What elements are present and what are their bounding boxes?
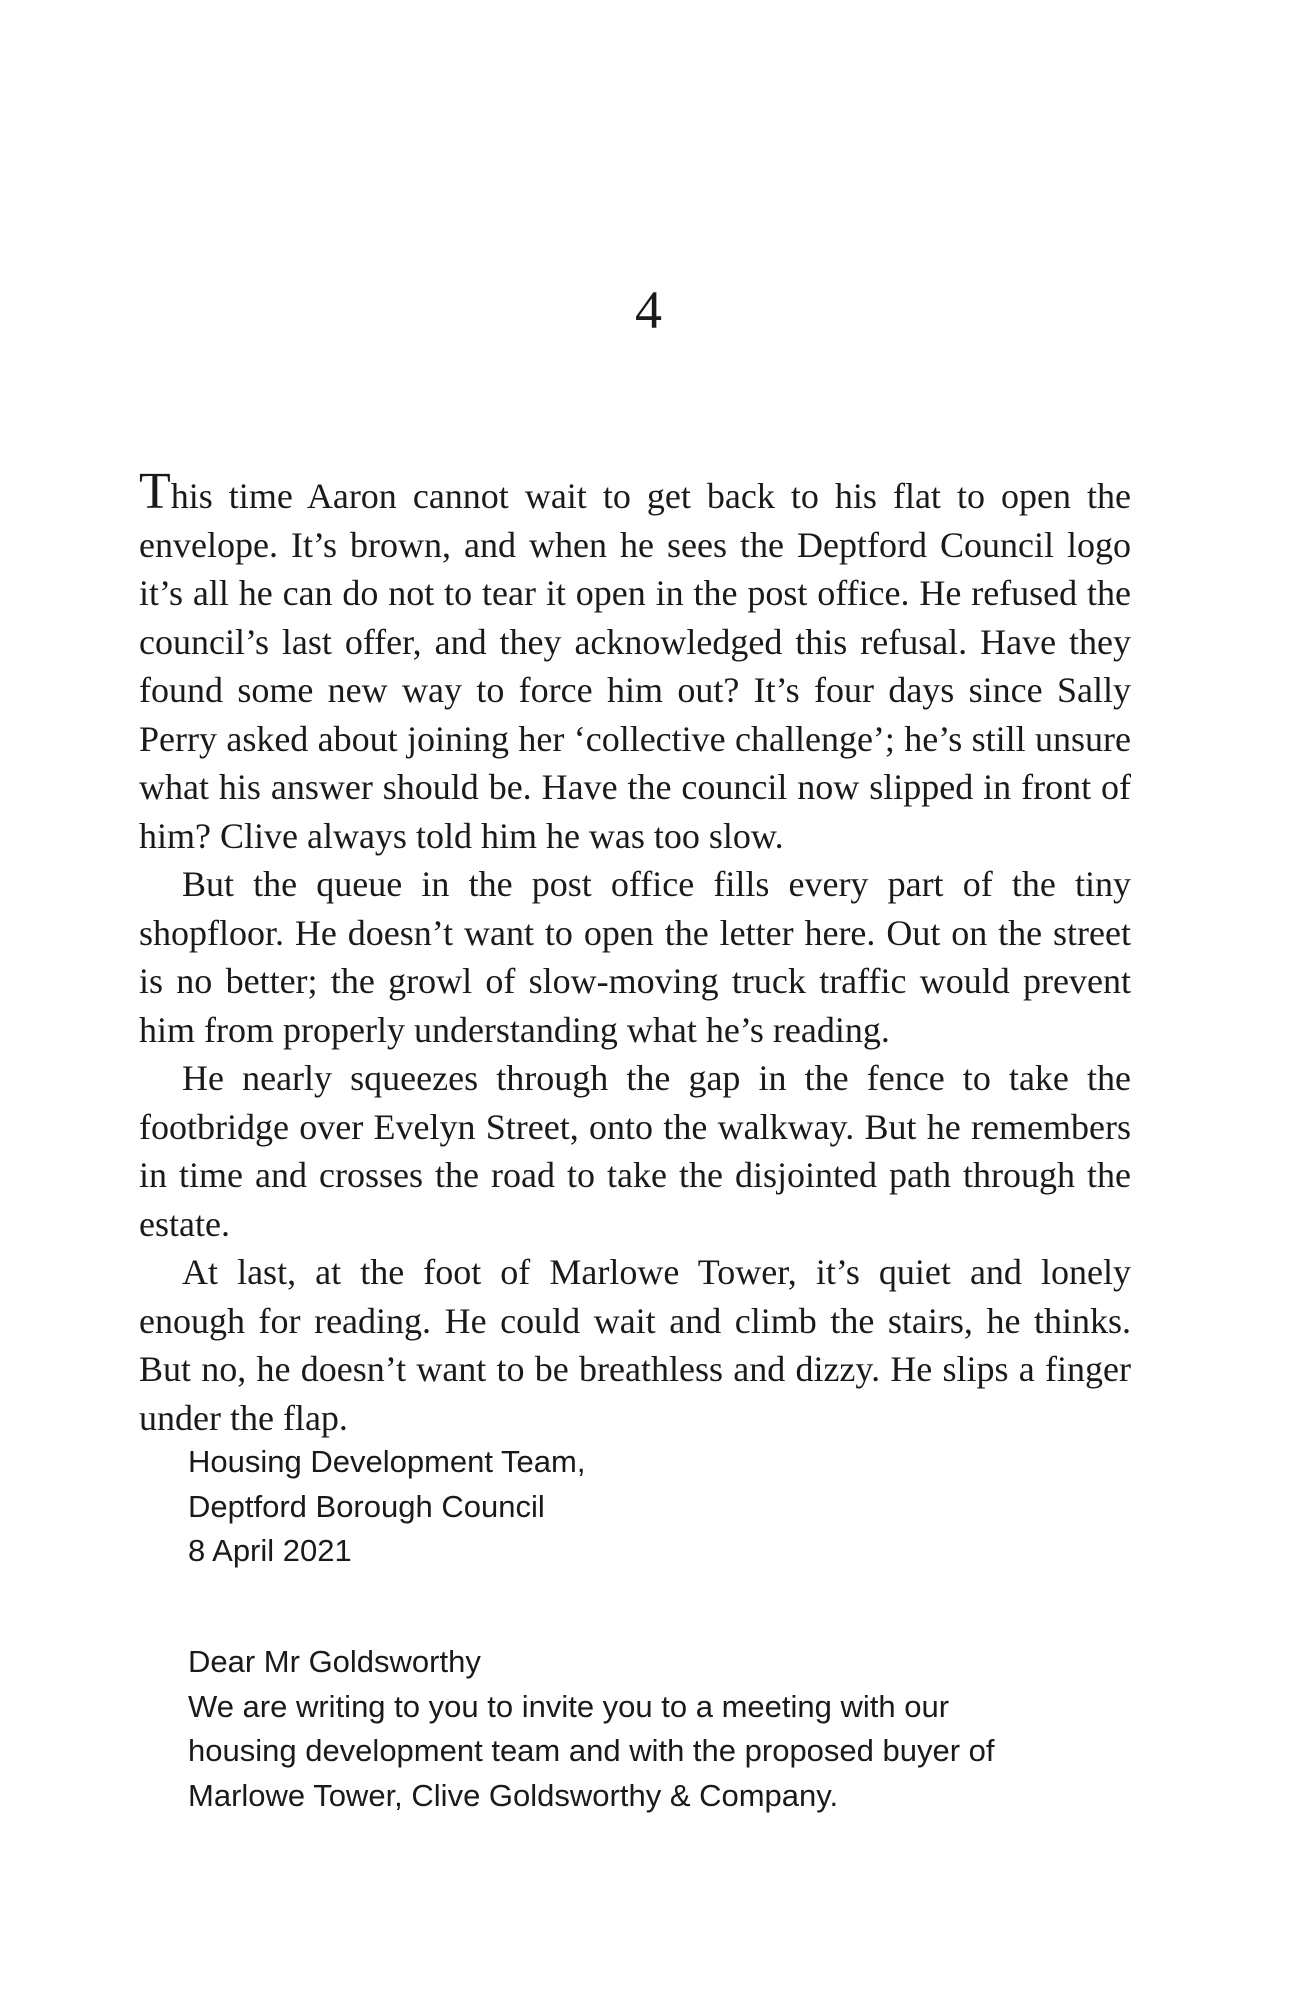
prose-paragraph-2: But the queue in the post office fills every part of the tiny shopfloor. He doesn’t want to open the letter here. Out on the street is no better; the growl of slow-moving truck traffic would prevent him from properly understanding what he’s reading. (139, 864, 1131, 1050)
prose-paragraph-3: He nearly squeezes through the gap in the fence to take the footbridge over Evelyn Street, onto the walkway. But he remembers in time and crosses the road to take the disjointed path through the estate. (139, 1058, 1131, 1244)
prose-paragraph-1 (139, 463, 1131, 860)
chapter-number: 4 (635, 280, 662, 340)
initial-letter: T (139, 463, 171, 520)
paragraph-text: his time Aaron cannot wait to get back to his flat to open the envelope. It’s brown, and when he sees the Deptford Council logo it’s all he can do not to tear it open in the post office. He refused the council’s last offer, and they acknowledged this refusal. Have they found some new way to force him out? It’s four days since Sally Perry asked about joining her ‘collective challenge’; he’s still unsure what his answer should be. Have the council now slipped in front of him? Clive always told him he was too slow. (139, 476, 1131, 856)
letter-date: 8 April 2021 (188, 1533, 352, 1568)
letter-sender-team: Housing Development Team, (188, 1444, 586, 1479)
letter-line: Marlowe Tower, Clive Goldsworthy & Company. (188, 1777, 839, 1813)
letter-line: We are writing to you to invite you to a meeting with our (188, 1688, 950, 1724)
prose-paragraph-4: At last, at the foot of Marlowe Tower, it’s quiet and lonely enough for reading. He could wait and climb the stairs, he thinks. But no, he doesn’t want to be breathless and dizzy. He slips a finger under the flap. (139, 1252, 1131, 1438)
letter-salutation: Dear Mr Goldsworthy (188, 1644, 481, 1679)
letter-body (188, 1640, 1128, 1818)
letter-line: housing development team and with the proposed buyer of (188, 1733, 995, 1768)
chapter-prose (139, 463, 1131, 1442)
letter-header (188, 1440, 1088, 1574)
letter-sender-org: Deptford Borough Council (188, 1488, 545, 1524)
